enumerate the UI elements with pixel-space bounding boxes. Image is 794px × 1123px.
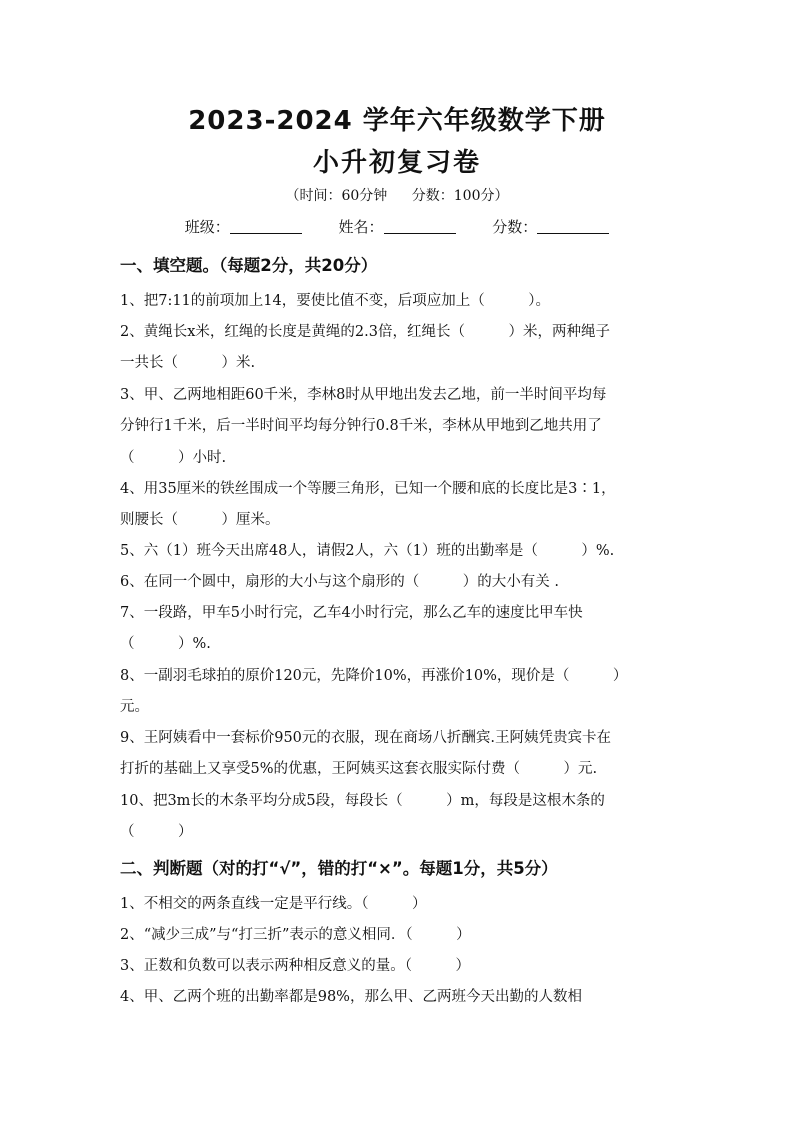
exam-title: 2023-2024 学年六年级数学下册 (188, 106, 606, 136)
question-line: （ ）%. (120, 636, 211, 652)
question-line: 9、王阿姨看中一套标价950元的衣服，现在商场八折酬宾.王阿姨凭贵宾卡在 (120, 730, 612, 746)
question-line: 1、把7:11的前项加上14，要使比值不变，后项应加上（ ）。 (120, 293, 550, 309)
score-blank[interactable] (537, 218, 609, 234)
class-field (185, 218, 307, 236)
question-line: 1、不相交的两条直线一定是平行线。（ ） (120, 896, 427, 912)
question-line: 3、正数和负数可以表示两种相反意义的量。（ ） (120, 958, 470, 974)
student-info (0, 216, 794, 237)
score-field (492, 218, 609, 236)
question-line: 5、六（1）班今天出席48人，请假2人，六（1）班的出勤率是（ ）%. (120, 543, 615, 559)
question-line: 3、甲、乙两地相距60千米，李林8时从甲地出发去乙地，前一半时间平均每 (120, 387, 607, 403)
exam-subtitle: 小升初复习卷 (312, 148, 481, 178)
question-line: （ ） (120, 824, 193, 840)
section1-heading: 一、填空题。（每题2分，共20分） (120, 256, 378, 275)
question-line: 8、一副羽毛球拍的原价120元，先降价10%，再涨价10%，现价是（ ） (120, 668, 628, 684)
question-line: 4、甲、乙两个班的出勤率都是98%，那么甲、乙两班今天出勤的人数相 (120, 989, 582, 1005)
question-line: 元。 (120, 699, 149, 715)
question-line: 7、一段路，甲车5小时行完，乙车4小时行完，那么乙车的速度比甲车快 (120, 605, 583, 621)
time-limit: （时间：60分钟 (285, 188, 388, 204)
question-line: 打折的基础上又享受5%的优惠，王阿姨买这套衣服实际付费（ ）元. (120, 761, 598, 777)
question-line: （ ）小时. (120, 450, 227, 466)
exam-meta (0, 185, 794, 205)
question-line: 4、用35厘米的铁丝围成一个等腰三角形，已知一个腰和底的长度比是3∶1， (120, 481, 616, 497)
question-line: 2、黄绳长x米，红绳的长度是黄绳的2.3倍，红绳长（ ）米，两种绳子 (120, 324, 610, 340)
question-line: 2、“减少三成”与“打三折”表示的意义相同．（ ） (120, 927, 471, 943)
total-score: 分数：100分） (411, 188, 509, 204)
section2-heading: 二、判断题（对的打“√”，错的打“×”。每题1分，共5分） (120, 859, 558, 878)
question-line: 一共长（ ）米. (120, 355, 256, 371)
name-blank[interactable] (384, 218, 456, 234)
class-blank[interactable] (230, 218, 302, 234)
name-label: 姓名： (338, 218, 384, 236)
name-field (338, 218, 460, 236)
question-line: 则腰长（ ）厘米。 (120, 512, 280, 528)
question-line: 6、在同一个圆中，扇形的大小与这个扇形的（ ）的大小有关 . (120, 574, 559, 590)
score-label: 分数： (492, 218, 538, 236)
question-line: 分钟行1千米，后一半时间平均每分钟行0.8千米，李林从甲地到乙地共用了 (120, 418, 602, 434)
question-line: 10、把3m长的木条平均分成5段，每段长（ ）m，每段是这根木条的 (120, 793, 605, 809)
class-label: 班级： (184, 218, 230, 236)
